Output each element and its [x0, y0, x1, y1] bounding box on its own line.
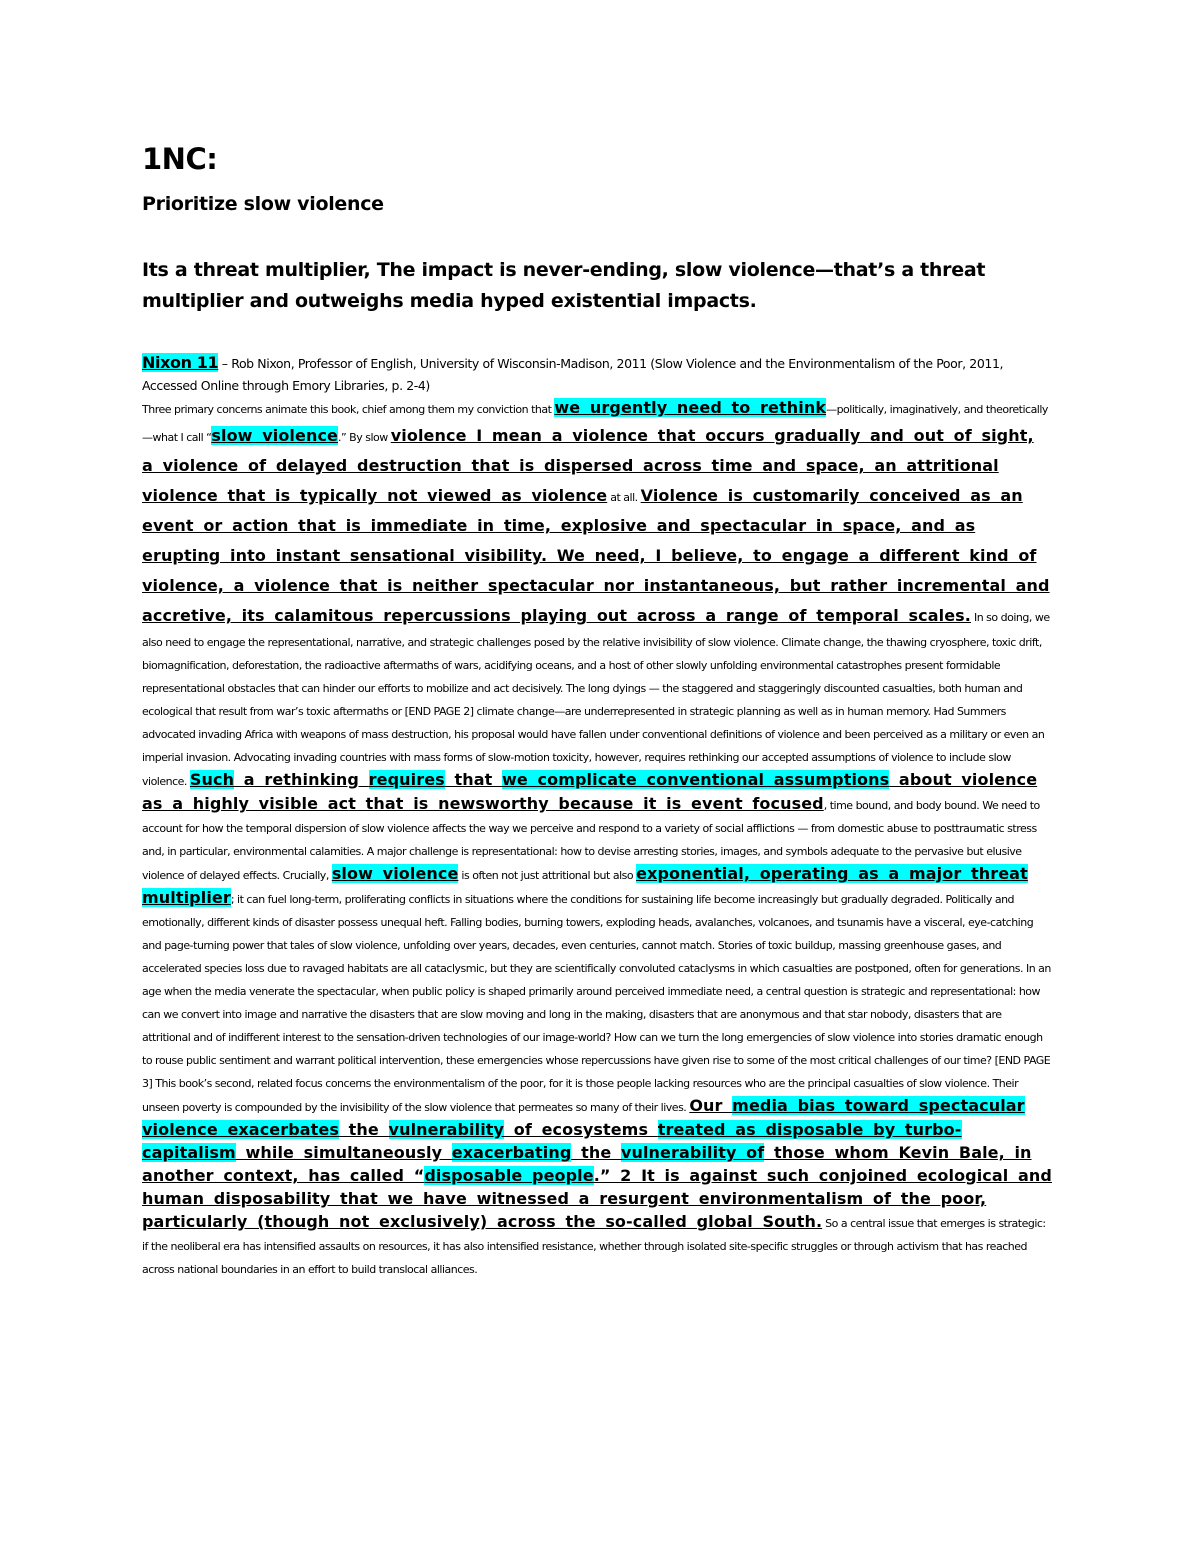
underlined-text: .” 2 It is against such conjoined ecological and human disposability that we have witnessed a resurgent environmentalism of the poor, particularly (though not exclusively) across the so-called global South. [142, 1166, 1052, 1231]
card-text: .” By slow [337, 431, 391, 444]
underlined-text: the [339, 1120, 389, 1139]
highlighted-text: slow violence [331, 864, 459, 883]
underlined-text: about violence as a highly visible act that is newsworthy because it is event focused [142, 770, 1038, 813]
underlined-text: violence I mean a violence that occurs gradually and out of sight, a violence of delayed destruction that is dispersed across time and space, an attritional violence that is typically not viewed as violence [142, 426, 1034, 505]
card-text: is often not just attritional but also [458, 869, 637, 882]
card-text: at all. [607, 491, 641, 504]
underlined-text: that [444, 770, 503, 789]
citation-details: – Rob Nixon, Professor of English, University of Wisconsin-Madison, 2011 (Slow Violence and the Environmentalism of the Poor, 2011, Accessed Online through Emory Libraries, p. 2-4) [142, 356, 1004, 393]
card-text: , time bound, and body bound. We need to account for how the temporal dispersion of slow violence affects the way we perceive and respond to a variety of social afflictions — from domestic abuse to posttraumatic stress and, in particular, environmental calamities. A major challenge is representational: how to devise arresting stories, images, and symbols adequate to the pervasive but elusive violence of delayed effects. Crucially, [142, 799, 1040, 882]
highlighted-text: exacerbating [451, 1143, 572, 1162]
card-text: —politically, imaginatively, and theoretically—what I call “ [142, 403, 1048, 444]
citation-author: Nixon 11 [142, 353, 219, 372]
page-subtitle: Prioritize slow violence [142, 193, 384, 215]
highlighted-text: we urgently need to rethink [554, 398, 827, 417]
highlighted-text: we complicate conventional assumptions [502, 770, 890, 789]
underlined-text: Our [689, 1096, 733, 1115]
highlighted-text: disposable people [424, 1166, 594, 1185]
highlighted-text: vulnerability of [620, 1143, 765, 1162]
card-text: In so doing, we also need to engage the representational, narrative, and strategic challenges posed by the relative invisibility of slow violence. Climate change, the thawing cryosphere, toxic drift, biomagnification, deforestation, the radioactive aftermaths of wars, acidifying oceans, and a host of other slowly unfolding environmental catastrophes present formidable representational obstacles that can hinder our efforts to mobilize and act decisively. The long dyings — the staggered and staggeringly discounted casualties, both human and ecological that result from war’s toxic aftermaths or [END PAGE 2] climate change—are underrepresented in strategic planning as well as in human memory. Had Summers advocated invading Africa with weapons of mass destruction, his proposal would have fallen under conventional definitions of violence and been perceived as a military or even an imperial invasion. Advocating invading countries with mass forms of slow-motion toxicity, however, requires rethinking our accepted assumptions of violence to include slow violence. [142, 611, 1050, 788]
highlighted-text: vulnerability [388, 1120, 505, 1139]
highlighted-text: requires [368, 770, 445, 789]
underlined-text: those whom Kevin Bale, in another context, has called “ [142, 1143, 1032, 1185]
evidence-card [142, 352, 1052, 1281]
page-title: 1NC: [142, 142, 218, 176]
underlined-text: the [571, 1143, 621, 1162]
argument-tag: Its a threat multiplier, The impact is never-ending, slow violence—that’s a threat multiplier and outweighs media hyped existential impacts. [142, 259, 986, 312]
card-text: ; it can fuel long-term, proliferating conflicts in situations where the conditions for sustaining life become increasingly but gradually degraded. Politically and emotionally, different kinds of disaster possess unequal heft. Falling bodies, burning towers, exploding heads, avalanches, volcanoes, and tsunamis have a visceral, eye-catching and page-turning power that tales of slow violence, unfolding over years, decades, even centuries, cannot match. Stories of toxic buildup, massing greenhouse gases, and accelerated species loss due to ravaged habitats are all cataclysmic, but they are scientifically convoluted cataclysms in which casualties are postponed, often for generations. In an age when the media venerate the spectacular, when public policy is shaped primarily around perceived immediate need, a central question is strategic and representational: how can we convert into image and narrative the disasters that are slow moving and long in the making, disasters that are anonymous and that star nobody, disasters that are attritional and of indifferent interest to the sensation-driven technologies of our image-world? How can we turn the long emergencies of slow violence into stories dramatic enough to rouse public sentiment and warrant political intervention, these emergencies whose repercussions have given rise to some of the most critical challenges of our time? [END PAGE 3] This book’s second, related focus concerns the environmentalism of the poor, for it is those people lacking resources who are the principal casualties of slow violence. Their unseen poverty is compounded by the invisibility of the slow violence that permeates so many of their lives. [142, 893, 1051, 1114]
highlighted-text: Such [189, 770, 235, 789]
underlined-text: of ecosystems [504, 1120, 658, 1139]
highlighted-text: media bias toward spectacular violence exacerbates [142, 1096, 1025, 1139]
highlighted-text: exponential, operating as a major threat multiplier [142, 864, 1028, 907]
underlined-text: while simultaneously [235, 1143, 452, 1162]
card-text: So a central issue that emerges is strategic: if the neoliberal era has intensified assaults on resources, it has also intensified resistance, whether through isolated site-specific struggles or through activism that has reached across national boundaries in an effort to build translocal alliances. [142, 1217, 1046, 1276]
card-text: Three primary concerns animate this book, chief among them my conviction that [142, 403, 555, 416]
underlined-text: Violence is customarily conceived as an event or action that is immediate in time, explosive and spectacular in space, and as erupting into instant sensational visibility. We need, I believe, to engage a different kind of violence, a violence that is neither spectacular nor instantaneous, but rather incremental and accretive, its calamitous repercussions playing out across a range of temporal scales. [142, 486, 1050, 625]
highlighted-text: slow violence [211, 426, 338, 445]
highlighted-text: treated as disposable by turbo-capitalism [142, 1120, 962, 1162]
underlined-text: a rethinking [234, 770, 369, 789]
